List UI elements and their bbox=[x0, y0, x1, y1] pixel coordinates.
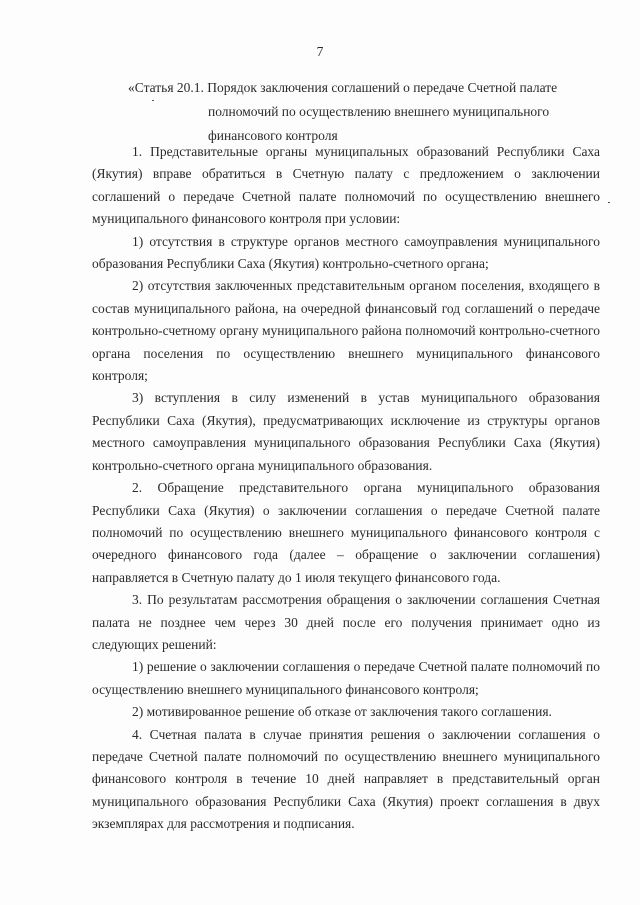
scan-speck bbox=[608, 202, 610, 203]
paragraph-2: 2. Обращение представительного органа муниципального образования Республики Саха (Якутия) о заключении соглашения о передаче Счетной палате полномочий по осуществлению внешнего муниципального финансового контроля с очередного финансового года (далее – обращение о заключении соглашения) направляется в Счетную палату до 1 июля текущего финансового года. bbox=[92, 480, 600, 585]
paragraph-3-item-1: 1) решение о заключении соглашения о передаче Счетной палате полномочий по осуществлению внешнего муниципального финансового контроля; bbox=[92, 659, 600, 697]
paragraph-1-item-2: 2) отсутствия заключенных представительным органом поселения, входящего в состав муниципального района, на очередной финансовый год соглашений о передаче контрольно-счетному органу муниципального района полномочий контрольно-счетного органа поселения по осуществлению внешнего муниципального финансового контроля; bbox=[92, 278, 600, 384]
article-body bbox=[92, 141, 600, 836]
paragraph-4: 4. Счетная палата в случае принятия решения о заключении соглашения о передаче Счетной палате полномочий по осуществлению внешнего муниципального финансового контроля в течение 10 дней направляет в представительный орган муниципального образования Республики Саха (Якутия) проект соглашения в двух экземплярах для рассмотрения и подписания. bbox=[92, 726, 600, 832]
heading-line-1: «Статья 20.1. Порядок заключения соглашений о передаче Счетной палате bbox=[128, 80, 558, 95]
paragraph-1-item-3: 3) вступления в силу изменений в устав муниципального образования Республики Саха (Якутия), предусматривающих исключение из структуры органов местного самоуправления муниципального образования Республики Саха (Якутия) контрольно-счетного органа муниципального образования. bbox=[92, 390, 600, 473]
scan-speck bbox=[152, 100, 154, 101]
paragraph-3: 3. По результатам рассмотрения обращения о заключении соглашения Счетная палата не позднее чем через 30 дней после его получения принимает одно из следующих решений: bbox=[92, 592, 600, 652]
page-number: 7 bbox=[316, 44, 324, 59]
paragraph-3-item-2: 2) мотивированное решение об отказе от заключения такого соглашения. bbox=[132, 704, 552, 720]
heading-line-3: финансового контроля bbox=[208, 128, 338, 143]
paragraph-1: 1. Представительные органы муниципальных образований Республики Саха (Якутия) вправе обратиться в Счетную палату с предложением о заключении соглашений о передаче Счетной палате полномочий по осуществлению внешнего муниципального финансового контроля при условии: bbox=[92, 144, 600, 227]
paragraph-1-item-1: 1) отсутствия в структуре органов местного самоуправления муниципального образования Республики Саха (Якутия) контрольно-счетного органа; bbox=[92, 233, 600, 272]
heading-line-2: полномочий по осуществлению внешнего муниципального bbox=[208, 104, 550, 119]
